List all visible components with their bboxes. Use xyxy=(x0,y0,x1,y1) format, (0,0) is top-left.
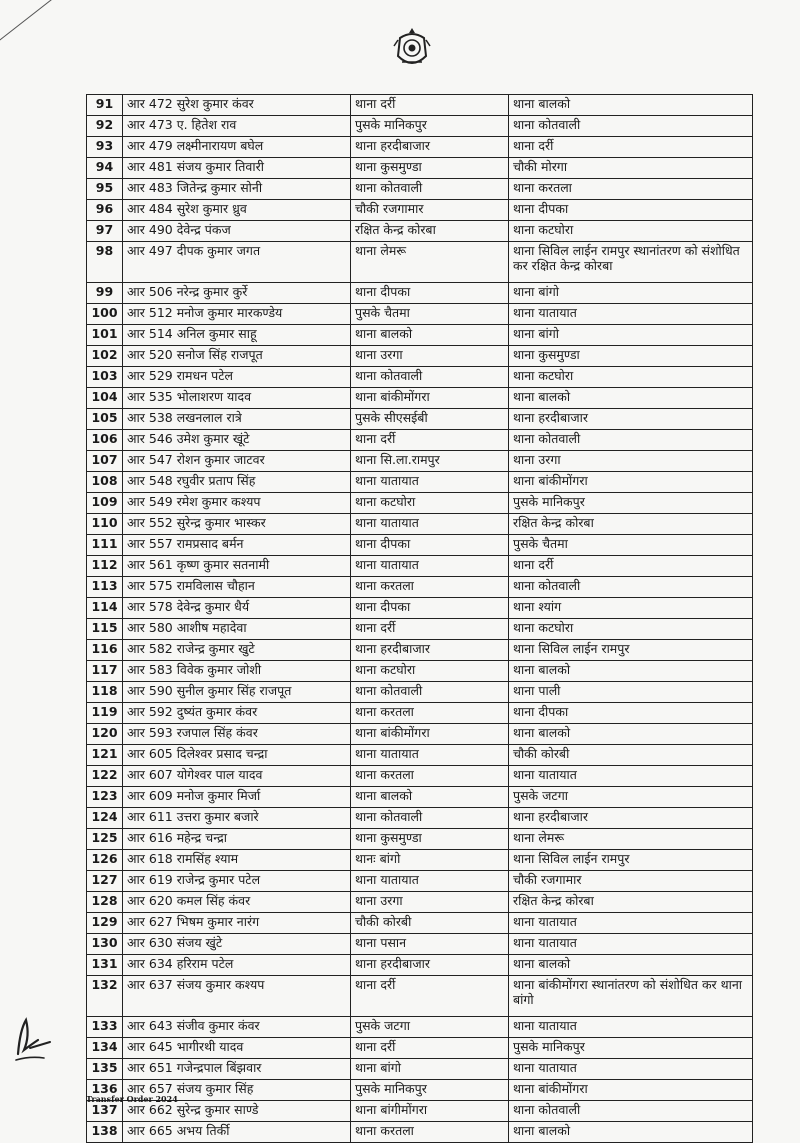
new-posting-cell: चौकी कोरबी xyxy=(509,745,753,766)
table-row xyxy=(87,1017,753,1038)
serial-number-cell: 97 xyxy=(87,221,123,242)
new-posting-cell: चौकी रजगामार xyxy=(509,871,753,892)
new-posting-cell: थाना हरदीबाजार xyxy=(509,409,753,430)
employee-name-cell: आर 582 राजेन्द्र कुमार खुटे xyxy=(123,640,351,661)
table-row xyxy=(87,116,753,137)
table-row xyxy=(87,1038,753,1059)
table-row xyxy=(87,1080,753,1101)
serial-number-cell: 118 xyxy=(87,682,123,703)
employee-name-cell: आर 627 भिषम कुमार नारंग xyxy=(123,913,351,934)
employee-name-cell: आर 520 सनोज सिंह राजपूत xyxy=(123,346,351,367)
new-posting-cell: थाना दर्री xyxy=(509,556,753,577)
current-posting-cell: थाना कुसमुण्डा xyxy=(351,829,509,850)
new-posting-cell: थाना बांकीमोंगरा स्थानांतरण को संशोधित कर थाना बांगो xyxy=(509,976,753,1017)
current-posting-cell: थाना पसान xyxy=(351,934,509,955)
table-row xyxy=(87,451,753,472)
new-posting-cell: थाना यातायात xyxy=(509,1059,753,1080)
table-row xyxy=(87,577,753,598)
employee-name-cell: आर 611 उत्तरा कुमार बजारे xyxy=(123,808,351,829)
serial-number-cell: 105 xyxy=(87,409,123,430)
current-posting-cell: थाना करतला xyxy=(351,703,509,724)
serial-number-cell: 132 xyxy=(87,976,123,1017)
serial-number-cell: 116 xyxy=(87,640,123,661)
current-posting-cell: थाना उरगा xyxy=(351,346,509,367)
new-posting-cell: थाना कोतवाली xyxy=(509,430,753,451)
table-row xyxy=(87,661,753,682)
table-row xyxy=(87,955,753,976)
serial-number-cell: 106 xyxy=(87,430,123,451)
table-row xyxy=(87,703,753,724)
serial-number-cell: 124 xyxy=(87,808,123,829)
employee-name-cell: आर 665 अभय तिर्की xyxy=(123,1122,351,1143)
serial-number-cell: 125 xyxy=(87,829,123,850)
serial-number-cell: 100 xyxy=(87,304,123,325)
table-row xyxy=(87,1059,753,1080)
table-row xyxy=(87,745,753,766)
serial-number-cell: 112 xyxy=(87,556,123,577)
current-posting-cell: थाना बांगीमोंगरा xyxy=(351,1101,509,1122)
serial-number-cell: 117 xyxy=(87,661,123,682)
table-row xyxy=(87,850,753,871)
employee-name-cell: आर 479 लक्ष्मीनारायण बघेल xyxy=(123,137,351,158)
new-posting-cell: रक्षित केन्द्र कोरबा xyxy=(509,892,753,913)
current-posting-cell: पुसके जटगा xyxy=(351,1017,509,1038)
serial-number-cell: 114 xyxy=(87,598,123,619)
table-row xyxy=(87,493,753,514)
current-posting-cell: थाना कोतवाली xyxy=(351,808,509,829)
table-row xyxy=(87,1101,753,1122)
serial-number-cell: 134 xyxy=(87,1038,123,1059)
current-posting-cell: थाना उरगा xyxy=(351,892,509,913)
new-posting-cell: पुसके जटगा xyxy=(509,787,753,808)
employee-name-cell: आर 481 संजय कुमार तिवारी xyxy=(123,158,351,179)
employee-name-cell: आर 490 देवेन्द्र पंकज xyxy=(123,221,351,242)
serial-number-cell: 133 xyxy=(87,1017,123,1038)
employee-name-cell: आर 549 रमेश कुमार कश्यप xyxy=(123,493,351,514)
serial-number-cell: 138 xyxy=(87,1122,123,1143)
serial-number-cell: 130 xyxy=(87,934,123,955)
employee-name-cell: आर 547 रोशन कुमार जाटवर xyxy=(123,451,351,472)
employee-name-cell: आर 483 जितेन्द्र कुमार सोनी xyxy=(123,179,351,200)
new-posting-cell: थाना सिविल लाईन रामपुर xyxy=(509,640,753,661)
new-posting-cell: थाना यातायात xyxy=(509,913,753,934)
current-posting-cell: थाना बांगो xyxy=(351,1059,509,1080)
table-row xyxy=(87,976,753,1017)
current-posting-cell: थाना यातायात xyxy=(351,871,509,892)
table-row xyxy=(87,430,753,451)
employee-name-cell: आर 552 सुरेन्द्र कुमार भास्कर xyxy=(123,514,351,535)
new-posting-cell: थाना सिविल लाईन रामपुर स्थानांतरण को संशोधित कर रक्षित केन्द्र कोरबा xyxy=(509,242,753,283)
current-posting-cell: थाना यातायात xyxy=(351,514,509,535)
new-posting-cell: थाना कुसमुण्डा xyxy=(509,346,753,367)
new-posting-cell: थाना बालको xyxy=(509,661,753,682)
table-row xyxy=(87,179,753,200)
serial-number-cell: 128 xyxy=(87,892,123,913)
employee-name-cell: आर 473 ए. हितेश राव xyxy=(123,116,351,137)
employee-name-cell: आर 651 गजेन्द्रपाल बिंझवार xyxy=(123,1059,351,1080)
current-posting-cell: थाना कोतवाली xyxy=(351,179,509,200)
employee-name-cell: आर 657 संजय कुमार सिंह xyxy=(123,1080,351,1101)
new-posting-cell: थाना बालको xyxy=(509,955,753,976)
table-row xyxy=(87,787,753,808)
current-posting-cell: चौकी रजगामार xyxy=(351,200,509,221)
employee-name-cell: आर 643 संजीव कुमार कंवर xyxy=(123,1017,351,1038)
transfer-table-body xyxy=(87,95,753,1143)
table-row xyxy=(87,766,753,787)
serial-number-cell: 104 xyxy=(87,388,123,409)
serial-number-cell: 119 xyxy=(87,703,123,724)
table-row xyxy=(87,137,753,158)
table-row xyxy=(87,535,753,556)
table-row xyxy=(87,892,753,913)
employee-name-cell: आर 637 संजय कुमार कश्यप xyxy=(123,976,351,1017)
table-row xyxy=(87,808,753,829)
new-posting-cell: थाना यातायात xyxy=(509,934,753,955)
new-posting-cell: थाना कोतवाली xyxy=(509,577,753,598)
employee-name-cell: आर 605 दिलेश्वर प्रसाद चन्द्रा xyxy=(123,745,351,766)
table-row xyxy=(87,514,753,535)
table-row xyxy=(87,388,753,409)
employee-name-cell: आर 538 लखनलाल रात्रे xyxy=(123,409,351,430)
current-posting-cell: थाना बालको xyxy=(351,325,509,346)
employee-name-cell: आर 630 संजय खुंटे xyxy=(123,934,351,955)
employee-name-cell: आर 546 उमेश कुमार खूंटे xyxy=(123,430,351,451)
table-row xyxy=(87,283,753,304)
new-posting-cell: थाना बांकीमोंगरा xyxy=(509,1080,753,1101)
current-posting-cell: थाना यातायात xyxy=(351,745,509,766)
serial-number-cell: 122 xyxy=(87,766,123,787)
new-posting-cell: पुसके मानिकपुर xyxy=(509,1038,753,1059)
new-posting-cell: थाना पाली xyxy=(509,682,753,703)
employee-name-cell: आर 592 दुष्यंत कुमार कंवर xyxy=(123,703,351,724)
page-edge-line xyxy=(0,0,75,56)
employee-name-cell: आर 578 देवेन्द्र कुमार धैर्य xyxy=(123,598,351,619)
table-row xyxy=(87,724,753,745)
current-posting-cell: थाना कोतवाली xyxy=(351,367,509,388)
new-posting-cell: रक्षित केन्द्र कोरबा xyxy=(509,514,753,535)
table-row xyxy=(87,598,753,619)
new-posting-cell: थाना कटघोरा xyxy=(509,619,753,640)
table-row xyxy=(87,221,753,242)
serial-number-cell: 136 xyxy=(87,1080,123,1101)
employee-name-cell: आर 514 अनिल कुमार साहू xyxy=(123,325,351,346)
current-posting-cell: पुसके सीएसईबी xyxy=(351,409,509,430)
current-posting-cell: थाना दीपका xyxy=(351,283,509,304)
current-posting-cell: थाना बालको xyxy=(351,787,509,808)
employee-name-cell: आर 484 सुरेश कुमार ध्रुव xyxy=(123,200,351,221)
serial-number-cell: 108 xyxy=(87,472,123,493)
new-posting-cell: थाना बालको xyxy=(509,95,753,116)
serial-number-cell: 137 xyxy=(87,1101,123,1122)
current-posting-cell: थाना बांकीमोंगरा xyxy=(351,724,509,745)
serial-number-cell: 96 xyxy=(87,200,123,221)
new-posting-cell: थाना बालको xyxy=(509,388,753,409)
serial-number-cell: 115 xyxy=(87,619,123,640)
table-row xyxy=(87,640,753,661)
table-row xyxy=(87,158,753,179)
new-posting-cell: थाना कोतवाली xyxy=(509,116,753,137)
table-row xyxy=(87,95,753,116)
serial-number-cell: 98 xyxy=(87,242,123,283)
employee-name-cell: आर 535 भोलाशरण यादव xyxy=(123,388,351,409)
employee-name-cell: आर 580 आशीष महादेवा xyxy=(123,619,351,640)
employee-name-cell: आर 645 भागीरथी यादव xyxy=(123,1038,351,1059)
table-row xyxy=(87,242,753,283)
transfer-table xyxy=(86,94,753,1143)
current-posting-cell: पुसके मानिकपुर xyxy=(351,116,509,137)
table-row xyxy=(87,1122,753,1143)
new-posting-cell: थाना कोतवाली xyxy=(509,1101,753,1122)
new-posting-cell: थाना बालको xyxy=(509,724,753,745)
employee-name-cell: आर 512 मनोज कुमार मारकण्डेय xyxy=(123,304,351,325)
employee-name-cell: आर 662 सुरेन्द्र कुमार साण्डे xyxy=(123,1101,351,1122)
employee-name-cell: आर 634 हरिराम पटेल xyxy=(123,955,351,976)
serial-number-cell: 113 xyxy=(87,577,123,598)
serial-number-cell: 120 xyxy=(87,724,123,745)
serial-number-cell: 131 xyxy=(87,955,123,976)
footer-label: Transfer Order 2024 xyxy=(86,1094,178,1104)
new-posting-cell: चौकी मोरगा xyxy=(509,158,753,179)
current-posting-cell: पुसके मानिकपुर xyxy=(351,1080,509,1101)
employee-name-cell: आर 548 रघुवीर प्रताप सिंह xyxy=(123,472,351,493)
handwritten-signature xyxy=(10,1010,60,1065)
current-posting-cell: थाना लेमरू xyxy=(351,242,509,283)
current-posting-cell: थाना कटघोरा xyxy=(351,661,509,682)
table-row xyxy=(87,682,753,703)
current-posting-cell: थाना दर्री xyxy=(351,95,509,116)
employee-name-cell: आर 616 महेन्द्र चन्द्रा xyxy=(123,829,351,850)
new-posting-cell: थाना यातायात xyxy=(509,1017,753,1038)
new-posting-cell: थाना कटघोरा xyxy=(509,221,753,242)
current-posting-cell: रक्षित केन्द्र कोरबा xyxy=(351,221,509,242)
employee-name-cell: आर 583 विवेक कुमार जोशी xyxy=(123,661,351,682)
new-posting-cell: थाना बांगो xyxy=(509,283,753,304)
current-posting-cell: थाना हरदीबाजार xyxy=(351,137,509,158)
current-posting-cell: थाना हरदीबाजार xyxy=(351,955,509,976)
table-row xyxy=(87,367,753,388)
current-posting-cell: थाना दर्री xyxy=(351,619,509,640)
serial-number-cell: 121 xyxy=(87,745,123,766)
current-posting-cell: थाना करतला xyxy=(351,577,509,598)
new-posting-cell: थाना बांगो xyxy=(509,325,753,346)
employee-name-cell: आर 607 योगेश्वर पाल यादव xyxy=(123,766,351,787)
serial-number-cell: 102 xyxy=(87,346,123,367)
employee-name-cell: आर 472 सुरेश कुमार कंवर xyxy=(123,95,351,116)
current-posting-cell: थानः बांगो xyxy=(351,850,509,871)
table-row xyxy=(87,325,753,346)
serial-number-cell: 126 xyxy=(87,850,123,871)
current-posting-cell: थाना सि.ला.रामपुर xyxy=(351,451,509,472)
serial-number-cell: 123 xyxy=(87,787,123,808)
table-row xyxy=(87,556,753,577)
serial-number-cell: 107 xyxy=(87,451,123,472)
table-row xyxy=(87,829,753,850)
current-posting-cell: थाना बांकीमोंगरा xyxy=(351,388,509,409)
serial-number-cell: 93 xyxy=(87,137,123,158)
current-posting-cell: थाना करतला xyxy=(351,1122,509,1143)
employee-name-cell: आर 593 रजपाल सिंह कंवर xyxy=(123,724,351,745)
new-posting-cell: पुसके चैतमा xyxy=(509,535,753,556)
employee-name-cell: आर 529 रामधन पटेल xyxy=(123,367,351,388)
current-posting-cell: थाना दीपका xyxy=(351,535,509,556)
serial-number-cell: 99 xyxy=(87,283,123,304)
table-row xyxy=(87,913,753,934)
table-row xyxy=(87,200,753,221)
current-posting-cell: थाना दर्री xyxy=(351,430,509,451)
new-posting-cell: थाना हरदीबाजार xyxy=(509,808,753,829)
serial-number-cell: 95 xyxy=(87,179,123,200)
serial-number-cell: 109 xyxy=(87,493,123,514)
employee-name-cell: आर 609 मनोज कुमार मिर्जा xyxy=(123,787,351,808)
new-posting-cell: थाना दीपका xyxy=(509,703,753,724)
current-posting-cell: थाना यातायात xyxy=(351,556,509,577)
serial-number-cell: 127 xyxy=(87,871,123,892)
table-row xyxy=(87,619,753,640)
new-posting-cell: पुसके मानिकपुर xyxy=(509,493,753,514)
current-posting-cell: थाना करतला xyxy=(351,766,509,787)
serial-number-cell: 94 xyxy=(87,158,123,179)
serial-number-cell: 103 xyxy=(87,367,123,388)
new-posting-cell: थाना उरगा xyxy=(509,451,753,472)
current-posting-cell: थाना दर्री xyxy=(351,976,509,1017)
employee-name-cell: आर 506 नरेन्द्र कुमार कुर्रे xyxy=(123,283,351,304)
table-row xyxy=(87,472,753,493)
new-posting-cell: थाना यातायात xyxy=(509,304,753,325)
current-posting-cell: थाना दर्री xyxy=(351,1038,509,1059)
serial-number-cell: 110 xyxy=(87,514,123,535)
current-posting-cell: थाना हरदीबाजार xyxy=(351,640,509,661)
table-row xyxy=(87,871,753,892)
new-posting-cell: थाना यातायात xyxy=(509,766,753,787)
employee-name-cell: आर 557 रामप्रसाद बर्मन xyxy=(123,535,351,556)
new-posting-cell: थाना बालको xyxy=(509,1122,753,1143)
table-row xyxy=(87,409,753,430)
employee-name-cell: आर 497 दीपक कुमार जगत xyxy=(123,242,351,283)
employee-name-cell: आर 620 कमल सिंह कंवर xyxy=(123,892,351,913)
employee-name-cell: आर 575 रामविलास चौहान xyxy=(123,577,351,598)
new-posting-cell: थाना सिविल लाईन रामपुर xyxy=(509,850,753,871)
new-posting-cell: थाना लेमरू xyxy=(509,829,753,850)
employee-name-cell: आर 618 रामसिंह श्याम xyxy=(123,850,351,871)
current-posting-cell: पुसके चैतमा xyxy=(351,304,509,325)
current-posting-cell: थाना कुसमुण्डा xyxy=(351,158,509,179)
current-posting-cell: चौकी कोरबी xyxy=(351,913,509,934)
new-posting-cell: थाना दर्री xyxy=(509,137,753,158)
new-posting-cell: थाना बांकीमोंगरा xyxy=(509,472,753,493)
current-posting-cell: थाना कोतवाली xyxy=(351,682,509,703)
serial-number-cell: 111 xyxy=(87,535,123,556)
serial-number-cell: 129 xyxy=(87,913,123,934)
employee-name-cell: आर 590 सुनील कुमार सिंह राजपूत xyxy=(123,682,351,703)
serial-number-cell: 101 xyxy=(87,325,123,346)
table-row xyxy=(87,304,753,325)
current-posting-cell: थाना दीपका xyxy=(351,598,509,619)
serial-number-cell: 92 xyxy=(87,116,123,137)
new-posting-cell: थाना कटघोरा xyxy=(509,367,753,388)
employee-name-cell: आर 619 राजेन्द्र कुमार पटेल xyxy=(123,871,351,892)
current-posting-cell: थाना कटघोरा xyxy=(351,493,509,514)
new-posting-cell: थाना श्यांग xyxy=(509,598,753,619)
employee-name-cell: आर 561 कृष्ण कुमार सतनामी xyxy=(123,556,351,577)
police-emblem-icon xyxy=(392,26,432,70)
current-posting-cell: थाना यातायात xyxy=(351,472,509,493)
serial-number-cell: 135 xyxy=(87,1059,123,1080)
serial-number-cell: 91 xyxy=(87,95,123,116)
table-row xyxy=(87,934,753,955)
table-row xyxy=(87,346,753,367)
new-posting-cell: थाना दीपका xyxy=(509,200,753,221)
new-posting-cell: थाना करतला xyxy=(509,179,753,200)
